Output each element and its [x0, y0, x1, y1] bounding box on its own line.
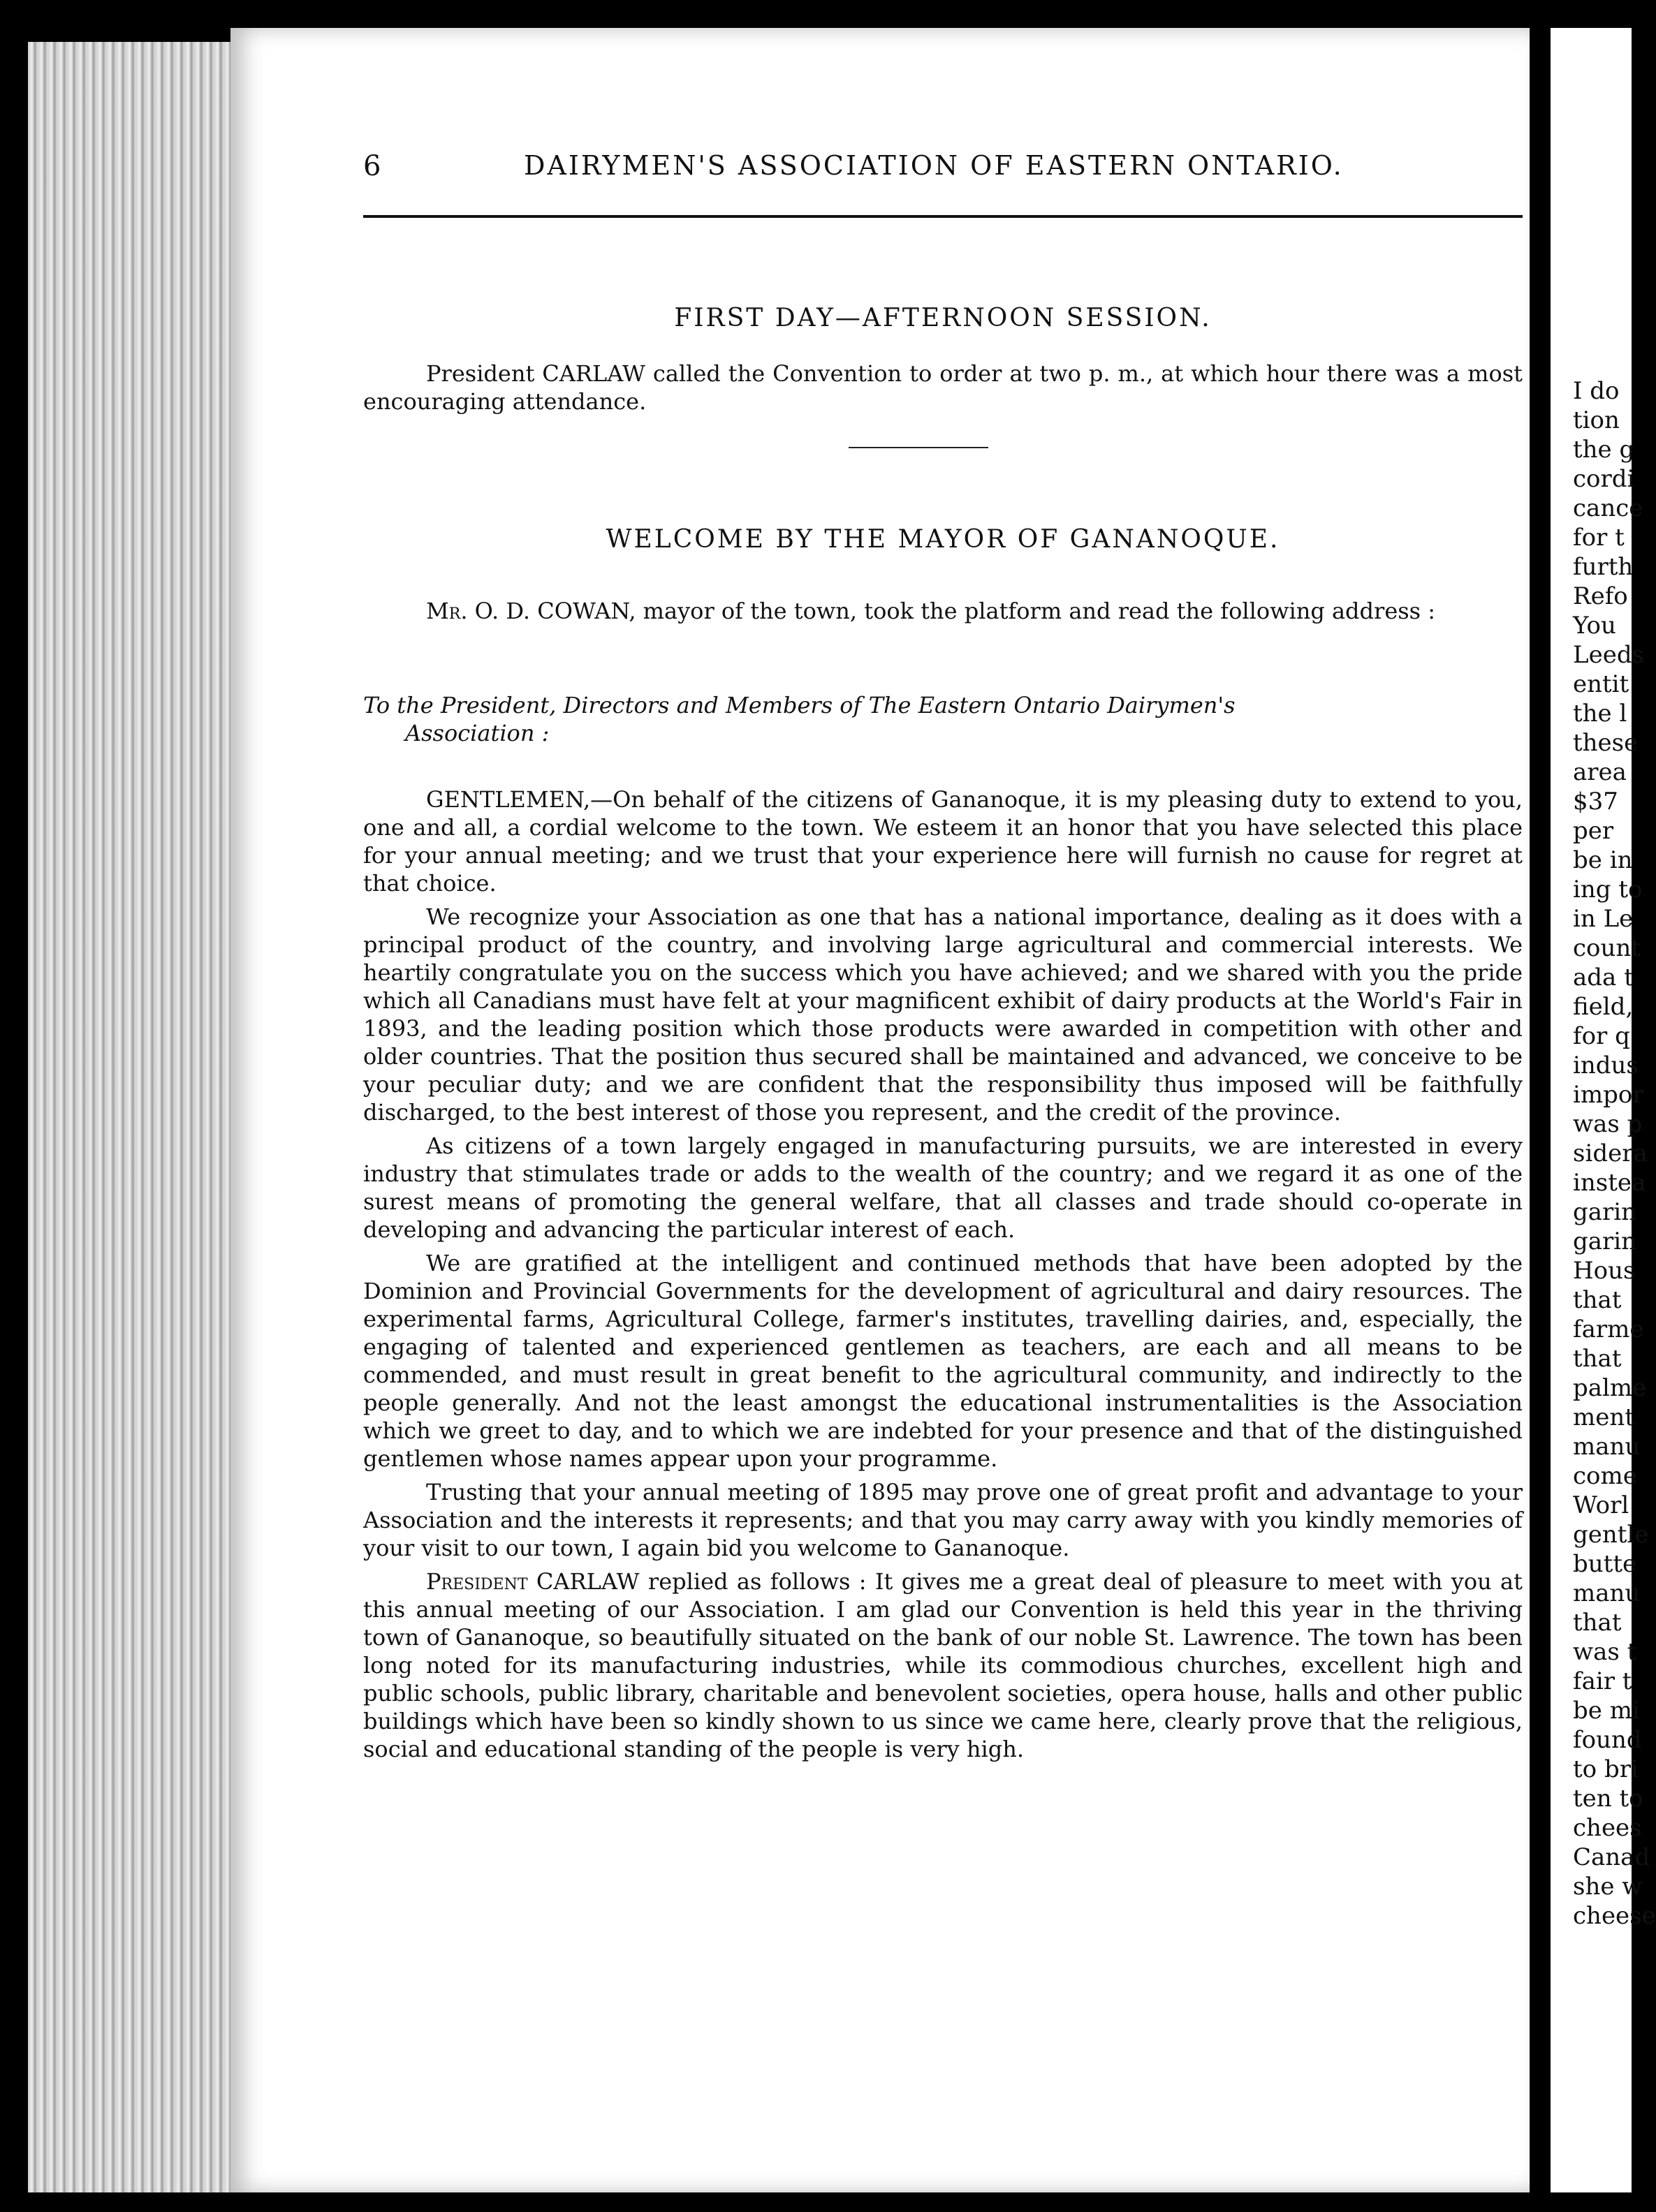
facing-page-line: furth — [1573, 553, 1634, 581]
facing-page-line: cheese — [1573, 1902, 1656, 1930]
facing-page-line: ing to — [1573, 876, 1643, 904]
facing-page-line: manu — [1573, 1433, 1641, 1461]
opening-paragraph: President CARLAW called the Convention to order at two p. m., at which hour there was a most encouraging attendance. — [363, 360, 1523, 415]
facing-page-line: Hous — [1573, 1257, 1636, 1285]
facing-page-line: You — [1573, 612, 1616, 640]
facing-page-line: field, — [1573, 993, 1634, 1021]
running-title: DAIRYMEN'S ASSOCIATION OF EASTERN ONTARIO. — [524, 150, 1344, 181]
facing-page-line: cordi — [1573, 465, 1635, 493]
facing-page-line: area — [1573, 758, 1627, 786]
session-heading: FIRST DAY—AFTERNOON SESSION. — [674, 304, 1212, 332]
facing-page-line: ada t — [1573, 964, 1634, 991]
gentlemen-label: GENTLEMEN, — [426, 786, 591, 813]
page-number: 6 — [363, 150, 381, 182]
facing-page-line: the g — [1573, 436, 1635, 464]
facing-page-line: for t — [1573, 524, 1625, 552]
header-rule — [363, 215, 1523, 218]
address-paragraph-4: We are gratified at the intelligent and continued methods that have been adopted by the Dominion and Provincial Governments for the development of agricultural and dairy resources. The experimental farms, Agricultural College, farmer's institutes, travelling dairies, and, especially, the engaging of talented and experienced gentlemen as teachers, are each and all means to be commended, and must result in great benefit to the agricultural community, and indirectly to the people generally. And not the least amongst the educational instrumentalities is the Association which we greet to day, and to which we are indebted for your presence and that of the distinguished gentlemen whose names appear upon your programme. — [363, 1250, 1523, 1472]
address-p1-text: —On behalf of the citizens of Gananoque, it is my pleasing duty to extend to you, one and all, a cordial welcome to the town. We esteem it an honor that you have selected this place for your annual meeting; and we trust that your experience here will furnish no cause for regret at that choice. — [363, 786, 1523, 897]
facing-page-line: in Le — [1573, 905, 1634, 933]
facing-page-line: gentle — [1573, 1521, 1649, 1549]
facing-page-line: Canad — [1573, 1843, 1650, 1871]
address-body — [363, 786, 1523, 1763]
address-paragraph-2: We recognize your Association as one that has a national importance, dealing as it does with a principal product of the country, and involving large agricultural and commercial interests. We heartily congratulate you on the success which you have achieved; and we shared with you the pride which all Canadians must have felt at your magnificent exhibit of dairy products at the World's Fair in 1893, and the leading position which those products were awarded in competition with other and older countries. That the position thus secured shall be maintained and advanced, we conceive to be your peculiar duty; and we are confident that the responsibility thus imposed will be faithfully discharged, to the best interest of those you represent, and the credit of the province. — [363, 904, 1523, 1126]
salutation — [363, 691, 1523, 747]
facing-page-line: fair t — [1573, 1667, 1632, 1695]
facing-page-line: that — [1573, 1345, 1622, 1373]
intro-text: mayor of the town, took the platform and read the following address : — [636, 598, 1436, 624]
facing-page-line: Worl — [1573, 1491, 1629, 1519]
facing-page-line: I do — [1573, 377, 1620, 405]
facing-page-line: $37 — [1573, 788, 1618, 816]
address-paragraph-3: As citizens of a town largely engaged in manufacturing pursuits, we are interested in every industry that stimulates trade or adds to the wealth of the country; and we regard it as one of the surest means of promoting the general welfare, that all classes and trade should co-operate in developing and advancing the particular interest of each. — [363, 1133, 1523, 1243]
facing-page-line: tion — [1573, 406, 1620, 434]
facing-page-line: Leeds — [1573, 641, 1645, 669]
reply-speaker: President CARLAW — [426, 1568, 640, 1595]
facing-page-line: to bri — [1573, 1755, 1639, 1783]
facing-page-line: farme — [1573, 1315, 1644, 1343]
facing-page-line: come — [1573, 1462, 1637, 1490]
facing-page-line: ment — [1573, 1403, 1634, 1431]
mayor-name: Mr. O. D. COWAN, — [426, 598, 636, 624]
facing-page-line: she w — [1573, 1873, 1643, 1901]
facing-page-line: per — [1573, 817, 1614, 845]
facing-page-line: indus — [1573, 1052, 1639, 1079]
facing-page-line: the l — [1573, 700, 1627, 728]
facing-page-line: be mi — [1573, 1697, 1640, 1725]
intro-paragraph — [363, 597, 1523, 625]
reply-paragraph — [363, 1568, 1523, 1763]
facing-page-line: chees — [1573, 1814, 1642, 1842]
facing-page-fragment — [1551, 28, 1656, 2192]
facing-page-line: garin — [1573, 1227, 1637, 1255]
facing-page-line: be in — [1573, 846, 1633, 874]
facing-page-line: these — [1573, 729, 1639, 757]
facing-page-line: was t — [1573, 1638, 1637, 1666]
facing-page-line: garin — [1573, 1198, 1637, 1226]
facing-page-line: manu — [1573, 1579, 1641, 1607]
facing-page-line: entit — [1573, 670, 1629, 698]
facing-page-line: found — [1573, 1726, 1642, 1754]
page-header — [363, 150, 1523, 192]
section-divider — [849, 447, 988, 448]
facing-page-line: butte — [1573, 1550, 1637, 1578]
address-paragraph-1 — [363, 786, 1523, 897]
welcome-intro — [363, 597, 1523, 625]
facing-page-line: count — [1573, 934, 1641, 962]
facing-page-line: sidera — [1573, 1140, 1648, 1167]
facing-page-line: Refo — [1573, 582, 1628, 610]
facing-page-line: for q — [1573, 1022, 1630, 1050]
welcome-heading: WELCOME BY THE MAYOR OF GANANOQUE. — [606, 525, 1280, 554]
facing-page-line: that — [1573, 1609, 1622, 1637]
salutation-line-2: Association : — [405, 720, 550, 746]
reply-text: replied as follows : It gives me a great deal of pleasure to meet with you at this annual meeting of our Association. I am glad our Convention is held this year in the thriving town of Gananoque, so beautifully situated on the bank of our noble St. Lawrence. The town has been long noted for its manufacturing industries, while its commodious churches, excellent high and public schools, public library, charitable and benevolent societies, opera house, halls and other public buildings which have been so kindly shown to us since we came here, clearly prove that the religious, social and educational standing of the people is very high. — [363, 1568, 1523, 1762]
facing-page-line: ten to — [1573, 1785, 1643, 1813]
facing-page-line: that — [1573, 1286, 1622, 1314]
facing-page-line: was p — [1573, 1110, 1643, 1138]
facing-page-line: cance — [1573, 494, 1643, 522]
address-paragraph-5: Trusting that your annual meeting of 1895 may prove one of great profit and advantage to your Association and the interests it represents; and that you may carry away with you kindly memories of your visit to our town, I again bid you welcome to Gananoque. — [363, 1479, 1523, 1561]
salutation-line-1: To the President, Directors and Members of The Eastern Ontario Dairymen's — [363, 692, 1236, 718]
facing-page-line: impor — [1573, 1081, 1644, 1109]
book-page-edges — [28, 42, 230, 2192]
session-opening — [363, 360, 1523, 415]
facing-page-line: instea — [1573, 1169, 1646, 1197]
document-page — [230, 28, 1530, 2192]
facing-page-line: palme — [1573, 1374, 1647, 1402]
